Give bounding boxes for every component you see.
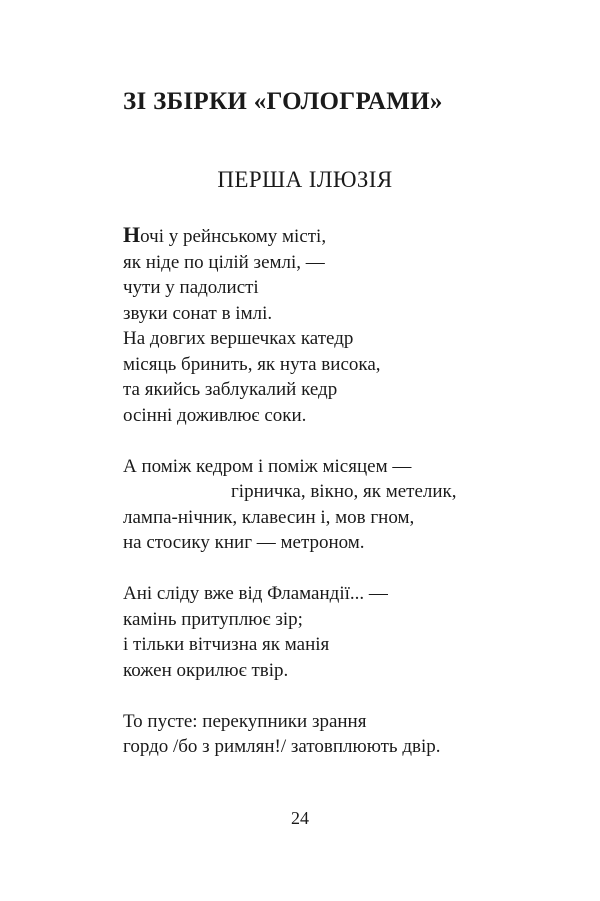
poem-line: камінь притуплює зір; [123, 608, 303, 630]
poem-line: осінні доживлює соки. [123, 404, 307, 426]
stanza [123, 709, 563, 760]
poem-line: Ані сліду вже від Фламандії... — [123, 583, 388, 604]
poem-line: гордо /бо з римлян!/ затовплюють двір. [123, 736, 441, 757]
poem-line: чути у падолисті [123, 277, 259, 298]
poem-line: звуки сонат в імлі. [123, 302, 273, 324]
poem-line-text: очі у рейнському місті, [140, 226, 327, 247]
poem-line-indented: гірничка, вікно, як метелик, [231, 481, 457, 502]
poem-line: місяць бринить, як нута висока, [123, 353, 381, 375]
poem-line: То пусте: перекупники зрання [123, 710, 367, 732]
poem-line: лампа-нічник, клавесин і, мов гном, [123, 506, 415, 528]
poem-line: На довгих вершечках катедр [123, 328, 354, 349]
poem-line: як ніде по цілій землі, — [123, 251, 325, 273]
initial-letter: Н [123, 222, 141, 247]
poem-title [0, 167, 600, 193]
page-number: 24 [291, 808, 309, 828]
poem-title-text: ПЕРША ІЛЮЗІЯ [217, 167, 393, 192]
poem-body [123, 222, 563, 785]
poem-line: А поміж кедром і поміж місяцем — [123, 455, 412, 477]
poem-line: кожен окрилює твір. [123, 659, 289, 681]
stanza [123, 222, 563, 428]
poem-line: і тільки вітчизна як манія [123, 634, 330, 655]
poem-line: на стосику книг — метроном. [123, 532, 365, 553]
collection-title: ЗІ ЗБІРКИ «ГОЛОГРАМИ» [123, 88, 443, 115]
poem-line: та якийсь заблукалий кедр [123, 379, 338, 400]
poem-line [123, 222, 563, 250]
stanza [123, 454, 563, 556]
stanza [123, 581, 563, 683]
